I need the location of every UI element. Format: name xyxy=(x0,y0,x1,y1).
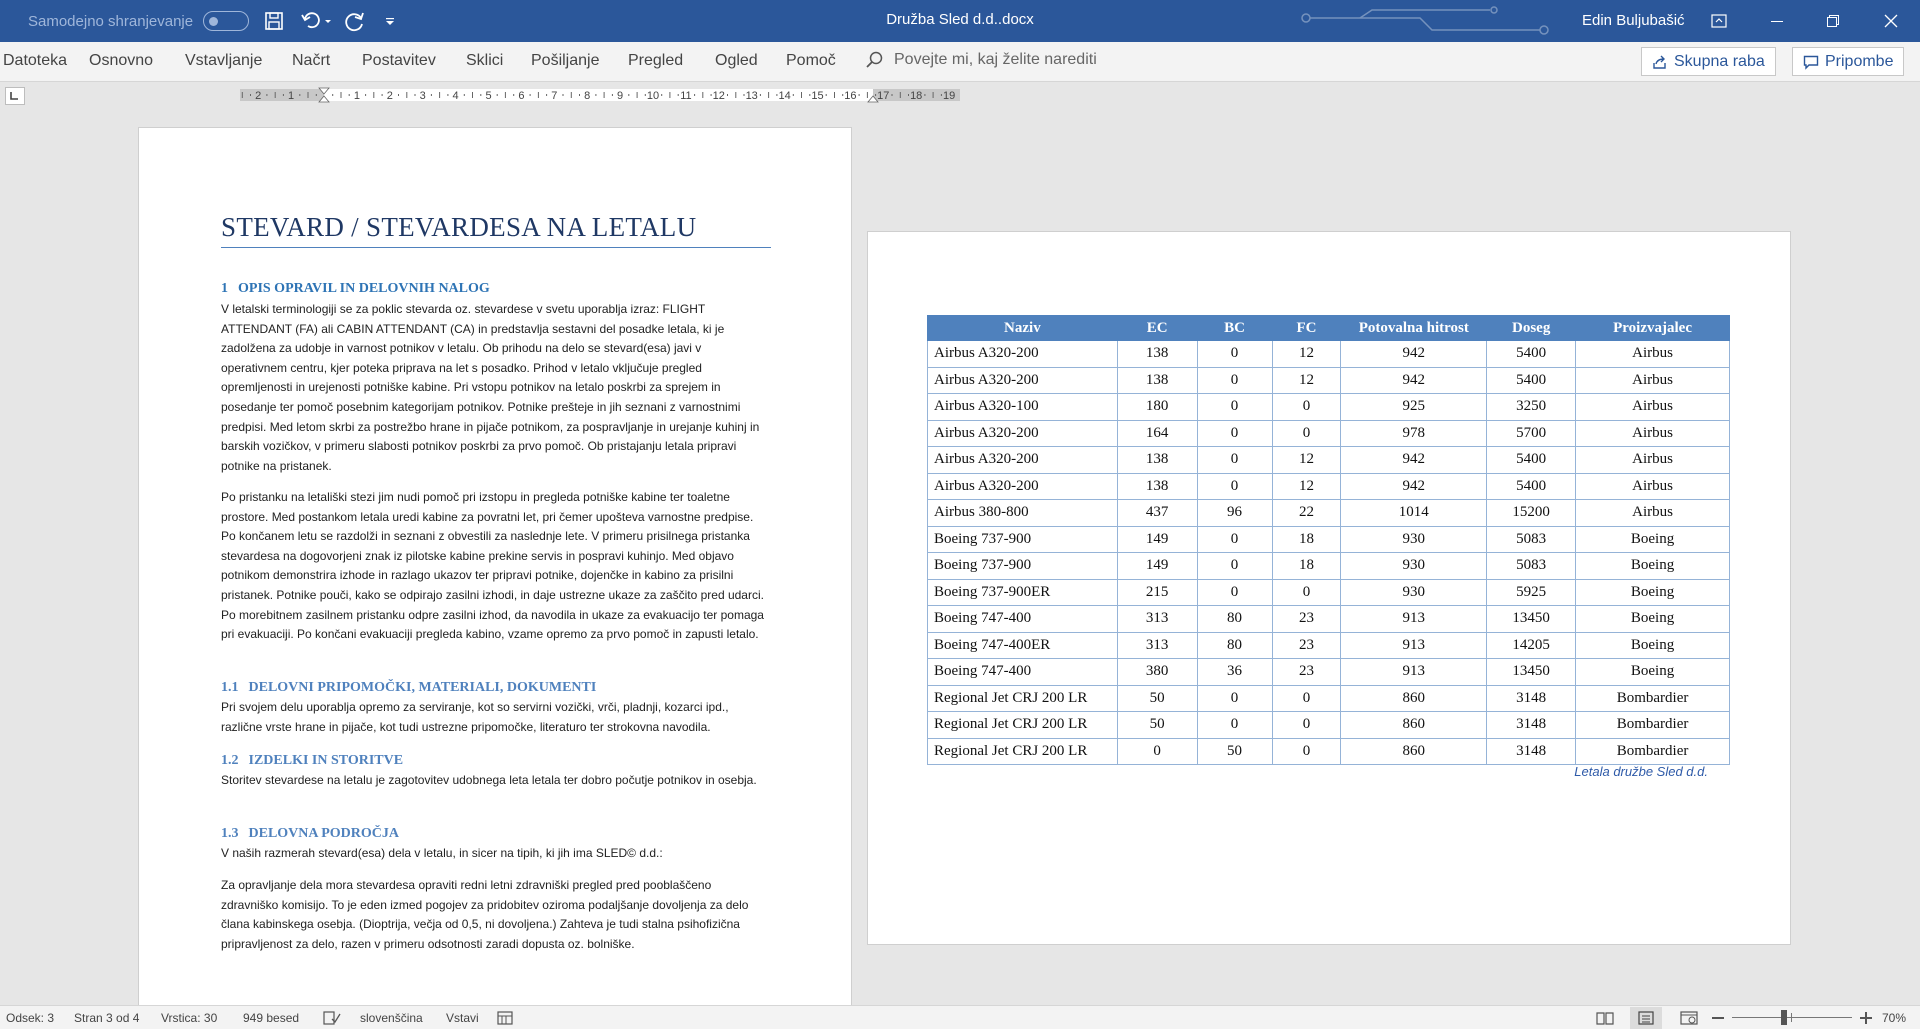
cell-bc[interactable]: 0 xyxy=(1197,712,1272,739)
cell-fc[interactable]: 0 xyxy=(1272,579,1341,606)
cell-proizvajalec[interactable]: Bombardier xyxy=(1576,738,1730,765)
aircraft-table[interactable] xyxy=(927,315,1730,765)
table-caption: Letala družbe Sled d.d. xyxy=(1574,764,1708,779)
cell-potovalna-hitrost[interactable]: 942 xyxy=(1341,367,1487,394)
cell-proizvajalec[interactable]: Boeing xyxy=(1576,553,1730,580)
cell-proizvajalec[interactable]: Boeing xyxy=(1576,606,1730,633)
cell-fc[interactable]: 18 xyxy=(1272,526,1341,553)
ruler-label: 1 xyxy=(353,90,360,102)
ruler-label: 2 xyxy=(255,90,262,102)
ruler-label: 4 xyxy=(452,90,459,102)
read-mode-icon[interactable] xyxy=(1596,1010,1614,1026)
table-row xyxy=(928,341,1730,368)
cell-naziv[interactable]: Regional Jet CRJ 200 LR xyxy=(928,685,1118,712)
cell-ec[interactable]: 138 xyxy=(1117,447,1197,474)
cell-naziv[interactable]: Airbus A320-200 xyxy=(928,420,1118,447)
cell-doseg[interactable]: 3250 xyxy=(1487,394,1576,421)
cell-potovalna-hitrost[interactable]: 860 xyxy=(1341,712,1487,739)
cell-bc[interactable]: 0 xyxy=(1197,420,1272,447)
cell-potovalna-hitrost[interactable]: 978 xyxy=(1341,420,1487,447)
tab-pomoc[interactable]: Pomoč xyxy=(786,52,836,69)
web-layout-icon[interactable] xyxy=(1680,1010,1698,1026)
table-row xyxy=(928,553,1730,580)
cell-bc[interactable]: 0 xyxy=(1197,553,1272,580)
cell-bc[interactable]: 0 xyxy=(1197,526,1272,553)
ruler-label: 14 xyxy=(778,90,791,102)
ruler-label: 7 xyxy=(551,90,558,102)
cell-potovalna-hitrost[interactable]: 925 xyxy=(1341,394,1487,421)
horizontal-ruler[interactable] xyxy=(240,87,960,103)
proofing-icon[interactable] xyxy=(323,1010,341,1026)
heading-1 xyxy=(221,281,490,297)
cell-potovalna-hitrost[interactable]: 913 xyxy=(1341,606,1487,633)
cell-fc[interactable]: 0 xyxy=(1272,738,1341,765)
table-header-row xyxy=(928,316,1730,341)
cell-proizvajalec[interactable]: Airbus xyxy=(1576,447,1730,474)
cell-naziv[interactable]: Airbus A320-100 xyxy=(928,394,1118,421)
table-row xyxy=(928,500,1730,527)
table-row xyxy=(928,579,1730,606)
paragraph-2: Po pristanku na letališki stezi jim nudi pomoč pri izstopu in pregleda potniške kabine ter toaletne prostore. Med postankom letala uredi kabine za povratni let, pri čemer upošteva varnostne predpise. Po končanem letu se razdolži in seznani z obvestili za naslednje lete. V primeru prisilnega pristanka stevardesa na dogovorjeni znak iz pilotske kabine prekine servis in pospravi kuhinjo. Med objavo potnikom demonstrira izhode in razlago ukazov ter pripravi potnike, dojenčke in kabino za prisilni pristanek. Potnike pouči, kako se odpirajo zasilni izhodi, in daje ustrezne ukaze za zaščito pred udarci. Po morebitnem zasilnem pristanku odpre zasilni izhod, da navodila in ukaze za evakuacijo ter pomaga pri evakuaciji. Po končani evakuaciji pregleda kabino, vzame opremo za prvo pomoč in zapusti letalo. xyxy=(221,490,764,642)
cell-proizvajalec[interactable]: Airbus xyxy=(1576,420,1730,447)
cell-naziv[interactable]: Boeing 737-900 xyxy=(928,526,1118,553)
cell-proizvajalec[interactable]: Bombardier xyxy=(1576,685,1730,712)
line-indicator[interactable]: Vrstica: 30 xyxy=(161,1011,218,1025)
cell-proizvajalec[interactable]: Boeing xyxy=(1576,659,1730,686)
header-fc: FC xyxy=(1272,316,1341,341)
cell-fc[interactable]: 12 xyxy=(1272,367,1341,394)
cell-doseg[interactable]: 15200 xyxy=(1487,500,1576,527)
cell-doseg[interactable]: 5083 xyxy=(1487,526,1576,553)
paragraph-4: Storitev stevardese na letalu je zagotovitev udobnega leta letala ter dobro počutje potnikov in osebja. xyxy=(221,773,757,787)
tab-selector[interactable] xyxy=(5,87,25,105)
autosave-toggle[interactable] xyxy=(28,11,249,31)
cell-naziv[interactable]: Boeing 747-400 xyxy=(928,659,1118,686)
cell-fc[interactable]: 0 xyxy=(1272,394,1341,421)
cell-ec[interactable]: 164 xyxy=(1117,420,1197,447)
table-row xyxy=(928,473,1730,500)
cell-potovalna-hitrost[interactable]: 930 xyxy=(1341,553,1487,580)
table-row xyxy=(928,606,1730,633)
cell-doseg[interactable]: 5400 xyxy=(1487,473,1576,500)
cell-doseg[interactable]: 5083 xyxy=(1487,553,1576,580)
tell-me-box[interactable] xyxy=(866,51,1097,69)
cell-naziv[interactable]: Airbus A320-200 xyxy=(928,447,1118,474)
cell-fc[interactable]: 22 xyxy=(1272,500,1341,527)
insert-mode[interactable]: Vstavi xyxy=(446,1011,479,1025)
cell-fc[interactable]: 23 xyxy=(1272,659,1341,686)
tab-sklici[interactable]: Sklici xyxy=(466,52,504,69)
cell-proizvajalec[interactable]: Boeing xyxy=(1576,579,1730,606)
ruler-label: 10 xyxy=(646,90,660,102)
cell-bc[interactable]: 0 xyxy=(1197,447,1272,474)
cell-bc[interactable]: 50 xyxy=(1197,738,1272,765)
cell-potovalna-hitrost[interactable]: 860 xyxy=(1341,685,1487,712)
cell-ec[interactable]: 313 xyxy=(1117,606,1197,633)
ruler-label: 6 xyxy=(518,90,525,102)
cell-doseg[interactable]: 14205 xyxy=(1487,632,1576,659)
cell-proizvajalec[interactable]: Boeing xyxy=(1576,526,1730,553)
cell-fc[interactable]: 23 xyxy=(1272,606,1341,633)
tab-pregled[interactable]: Pregled xyxy=(628,52,684,69)
cell-potovalna-hitrost[interactable]: 930 xyxy=(1341,526,1487,553)
cell-potovalna-hitrost[interactable]: 1014 xyxy=(1341,500,1487,527)
cell-proizvajalec[interactable]: Airbus xyxy=(1576,500,1730,527)
cell-doseg[interactable]: 3148 xyxy=(1487,685,1576,712)
cell-proizvajalec[interactable]: Boeing xyxy=(1576,632,1730,659)
cell-potovalna-hitrost[interactable]: 942 xyxy=(1341,341,1487,368)
share-button[interactable] xyxy=(1641,47,1776,76)
cell-potovalna-hitrost[interactable]: 930 xyxy=(1341,579,1487,606)
zoom-slider[interactable] xyxy=(1732,1017,1852,1018)
cell-ec[interactable]: 437 xyxy=(1117,500,1197,527)
document-page-table[interactable] xyxy=(867,231,1791,945)
close-icon[interactable] xyxy=(1868,0,1914,42)
table-row xyxy=(928,659,1730,686)
cell-doseg[interactable]: 5400 xyxy=(1487,341,1576,368)
tab-osnovno[interactable]: Osnovno xyxy=(89,52,154,69)
cell-bc[interactable]: 0 xyxy=(1197,367,1272,394)
tab-postavitev[interactable]: Postavitev xyxy=(362,52,436,69)
header-naziv: Naziv xyxy=(928,316,1118,341)
comments-button[interactable] xyxy=(1792,47,1904,76)
print-layout-button[interactable] xyxy=(1630,1007,1662,1029)
ruler-label: 16 xyxy=(844,90,857,102)
minimize-icon[interactable] xyxy=(1754,0,1800,42)
cell-fc[interactable]: 12 xyxy=(1272,473,1341,500)
cell-fc[interactable]: 12 xyxy=(1272,341,1341,368)
cell-doseg[interactable]: 3148 xyxy=(1487,712,1576,739)
cell-bc[interactable]: 96 xyxy=(1197,500,1272,527)
cell-naziv[interactable]: Boeing 747-400 xyxy=(928,606,1118,633)
table-row xyxy=(928,420,1730,447)
tab-datoteka[interactable]: Datoteka xyxy=(3,52,68,69)
customize-qat-icon[interactable] xyxy=(382,8,398,34)
cell-ec[interactable]: 180 xyxy=(1117,394,1197,421)
cell-ec[interactable]: 0 xyxy=(1117,738,1197,765)
table-row xyxy=(928,738,1730,765)
cell-doseg[interactable]: 5400 xyxy=(1487,447,1576,474)
cell-proizvajalec[interactable]: Airbus xyxy=(1576,341,1730,368)
macro-recording-icon[interactable] xyxy=(497,1010,513,1026)
cell-potovalna-hitrost[interactable]: 942 xyxy=(1341,447,1487,474)
cell-bc[interactable]: 0 xyxy=(1197,473,1272,500)
cell-doseg[interactable]: 5925 xyxy=(1487,579,1576,606)
header-ec: EC xyxy=(1117,316,1197,341)
cell-proizvajalec[interactable]: Airbus xyxy=(1576,473,1730,500)
cell-bc[interactable]: 0 xyxy=(1197,394,1272,421)
ruler-label: 2 xyxy=(386,90,393,102)
zoom-level[interactable]: 70% xyxy=(1882,1011,1907,1025)
cell-ec[interactable]: 50 xyxy=(1117,712,1197,739)
language-indicator[interactable]: slovenščina xyxy=(360,1011,423,1025)
cell-naziv[interactable]: Airbus A320-200 xyxy=(928,341,1118,368)
cell-naziv[interactable]: Airbus A320-200 xyxy=(928,473,1118,500)
ruler-label: 18 xyxy=(910,90,923,102)
comments-label: Pripombe xyxy=(1825,52,1894,70)
cell-ec[interactable]: 313 xyxy=(1117,632,1197,659)
cell-bc[interactable]: 36 xyxy=(1197,659,1272,686)
cell-fc[interactable]: 12 xyxy=(1272,447,1341,474)
cell-naziv[interactable]: Regional Jet CRJ 200 LR xyxy=(928,738,1118,765)
heading-1-3 xyxy=(221,826,399,842)
cell-bc[interactable]: 0 xyxy=(1197,341,1272,368)
cell-bc[interactable]: 0 xyxy=(1197,579,1272,606)
comment-icon xyxy=(1803,54,1819,70)
zoom-in-icon[interactable] xyxy=(1860,1012,1872,1024)
header-proizvajalec: Proizvajalec xyxy=(1576,316,1730,341)
header-bc: BC xyxy=(1197,316,1272,341)
cell-doseg[interactable]: 13450 xyxy=(1487,606,1576,633)
save-icon[interactable] xyxy=(262,8,286,34)
cell-ec[interactable]: 149 xyxy=(1117,553,1197,580)
cell-potovalna-hitrost[interactable]: 913 xyxy=(1341,659,1487,686)
undo-icon[interactable] xyxy=(298,8,334,34)
cell-ec[interactable]: 149 xyxy=(1117,526,1197,553)
table-row xyxy=(928,685,1730,712)
cell-fc[interactable]: 0 xyxy=(1272,712,1341,739)
heading-text: DELOVNI PRIPOMOČKI, MATERIALI, DOKUMENTI xyxy=(248,680,597,695)
cell-potovalna-hitrost[interactable]: 913 xyxy=(1341,632,1487,659)
document-title: Družba Sled d.d..docx xyxy=(886,11,1034,28)
ribbon-tabs xyxy=(0,42,1920,82)
cell-potovalna-hitrost[interactable]: 942 xyxy=(1341,473,1487,500)
ruler-label: 9 xyxy=(617,90,624,102)
cell-naziv[interactable]: Boeing 737-900 xyxy=(928,553,1118,580)
cell-naziv[interactable]: Regional Jet CRJ 200 LR xyxy=(928,712,1118,739)
ruler-label: 13 xyxy=(745,90,758,102)
cell-bc[interactable]: 80 xyxy=(1197,606,1272,633)
redo-icon[interactable] xyxy=(342,8,368,34)
ruler-label: 15 xyxy=(811,90,824,102)
autosave-label: Samodejno shranjevanje xyxy=(28,12,194,30)
cell-ec[interactable]: 138 xyxy=(1117,367,1197,394)
tab-nacrt[interactable]: Načrt xyxy=(292,52,331,69)
table-row xyxy=(928,367,1730,394)
cell-bc[interactable]: 0 xyxy=(1197,685,1272,712)
heading-text: IZDELKI IN STORITVE xyxy=(248,753,404,768)
paragraph-5: V naših razmerah stevard(esa) dela v letalu, in sicer na tipih, ki jih ima SLED© d.d.: xyxy=(221,846,663,860)
cell-fc[interactable]: 18 xyxy=(1272,553,1341,580)
page-indicator[interactable]: Stran 3 od 4 xyxy=(74,1011,140,1025)
print-layout-icon xyxy=(1638,1010,1654,1026)
cell-ec[interactable]: 138 xyxy=(1117,341,1197,368)
ruler-label: 11 xyxy=(680,90,692,102)
table-row xyxy=(928,447,1730,474)
heading-1-2 xyxy=(221,753,403,769)
cell-doseg[interactable]: 13450 xyxy=(1487,659,1576,686)
cell-bc[interactable]: 80 xyxy=(1197,632,1272,659)
tab-vstavljanje[interactable]: Vstavljanje xyxy=(185,52,263,69)
header-potovalna-hitrost: Potovalna hitrost xyxy=(1341,316,1487,341)
cell-ec[interactable]: 138 xyxy=(1117,473,1197,500)
search-icon xyxy=(866,51,884,69)
tab-posiljanje[interactable]: Pošiljanje xyxy=(531,52,600,69)
cell-ec[interactable]: 215 xyxy=(1117,579,1197,606)
user-name[interactable]: Edin Buljubašić xyxy=(1582,12,1685,29)
heading-text: DELOVNA PODROČJA xyxy=(248,826,400,841)
heading-number: 1 xyxy=(221,281,228,296)
section-indicator[interactable]: Odsek: 3 xyxy=(6,1011,55,1025)
cell-naziv[interactable]: Airbus A320-200 xyxy=(928,367,1118,394)
heading-number: 1.2 xyxy=(221,753,239,768)
restore-icon[interactable] xyxy=(1810,0,1856,42)
cell-potovalna-hitrost[interactable]: 860 xyxy=(1341,738,1487,765)
document-heading: STEVARD / STEVARDESA NA LETALU xyxy=(221,212,771,248)
cell-doseg[interactable]: 3148 xyxy=(1487,738,1576,765)
cell-ec[interactable]: 50 xyxy=(1117,685,1197,712)
ruler-label: 12 xyxy=(712,90,725,102)
ruler-label: 17 xyxy=(877,90,890,102)
autosave-switch[interactable] xyxy=(203,11,249,31)
cell-doseg[interactable]: 5400 xyxy=(1487,367,1576,394)
cell-proizvajalec[interactable]: Bombardier xyxy=(1576,712,1730,739)
ribbon-display-icon[interactable] xyxy=(1696,0,1742,42)
cell-naziv[interactable]: Boeing 737-900ER xyxy=(928,579,1118,606)
cell-ec[interactable]: 380 xyxy=(1117,659,1197,686)
cell-naziv[interactable]: Boeing 747-400ER xyxy=(928,632,1118,659)
ruler-label: 8 xyxy=(584,90,591,102)
title-bar xyxy=(0,0,1920,42)
table-row xyxy=(928,632,1730,659)
paragraph-3: Pri svojem delu uporablja opremo za serviranje, kot so servirni vozički, vrči, pladnji, kozarci ipd., različne vrste hrane in pijače, kot tudi ustrezne pripomočke, literaturo ter strokovna navodila. xyxy=(221,700,729,734)
cell-proizvajalec[interactable]: Airbus xyxy=(1576,394,1730,421)
document-page-text[interactable] xyxy=(138,127,852,1007)
zoom-slider-thumb[interactable] xyxy=(1781,1010,1787,1025)
tell-me-placeholder: Povejte mi, kaj želite narediti xyxy=(894,51,1097,68)
share-label: Skupna raba xyxy=(1674,52,1765,70)
table-row xyxy=(928,712,1730,739)
heading-text: OPIS OPRAVIL IN DELOVNIH NALOG xyxy=(238,281,490,296)
ruler-label: 3 xyxy=(419,90,426,102)
ruler-label: 19 xyxy=(942,90,956,102)
cell-fc[interactable]: 23 xyxy=(1272,632,1341,659)
heading-number: 1.3 xyxy=(221,826,239,841)
tab-ogled[interactable]: Ogled xyxy=(715,52,758,69)
header-doseg: Doseg xyxy=(1487,316,1576,341)
zoom-out-icon[interactable] xyxy=(1712,1017,1724,1019)
title-decoration xyxy=(1300,6,1600,36)
table-row xyxy=(928,526,1730,553)
cell-fc[interactable]: 0 xyxy=(1272,420,1341,447)
heading-1-1 xyxy=(221,680,596,696)
cell-proizvajalec[interactable]: Airbus xyxy=(1576,367,1730,394)
ruler-label: 1 xyxy=(288,90,295,102)
cell-fc[interactable]: 0 xyxy=(1272,685,1341,712)
status-bar xyxy=(0,1005,1920,1029)
ruler-label: 5 xyxy=(485,90,492,102)
word-count[interactable]: 949 besed xyxy=(243,1011,300,1025)
table-row xyxy=(928,394,1730,421)
cell-doseg[interactable]: 5700 xyxy=(1487,420,1576,447)
cell-naziv[interactable]: Airbus 380-800 xyxy=(928,500,1118,527)
heading-number: 1.1 xyxy=(221,680,239,695)
paragraph-1: V letalski terminologiji se za poklic stevarda oz. stevardese v svetu uporablja izraz: FLIGHT ATTENDANT (FA) ali CABIN ATTENDANT (CA) in predstavlja sestavni del posadke letala, ki je zadolžena za udobje in varnost potnikov v letalu. Ob prihodu na delo se stevard(esa) javi v operativnem centru, kjer poteka priprava na let s posadko. Prihod v letalo vključuje pregled opremljenosti in urejenosti potniške kabine. Pri vstopu potnikov na letalo poskrbi za sprejem in posedanje ter pomoč posebnim kategorijam potnikov. Potnike prešteje in jih seznani z varnostnimi predpisi. Med letom skrbi za postrežbo hrane in pijače potnikom, za pospravljanje in urejanje kuhinj in barskih vozičkov, v primeru slabosti potnikov poskrbi za prvo pomoč. Ob pristajanju letala pripravi potnike na pristanek. xyxy=(221,302,760,473)
share-icon xyxy=(1652,54,1668,70)
paragraph-6: Za opravljanje dela mora stevardesa opraviti redni letni zdravniški pregled pred pooblaščeno zdravniško komisijo. To je eden izmed pogojev za pridobitev oziroma podaljšanje dovoljenja za delo člana kabinskega osebja. (Dioptrija, večja od 0,5, ni dovoljena.) Zahteva je tudi stalna psihofizična pripravljenost za delo, razen v primeru odsotnosti zaradi dopusta oz. bolniške. xyxy=(221,878,749,951)
